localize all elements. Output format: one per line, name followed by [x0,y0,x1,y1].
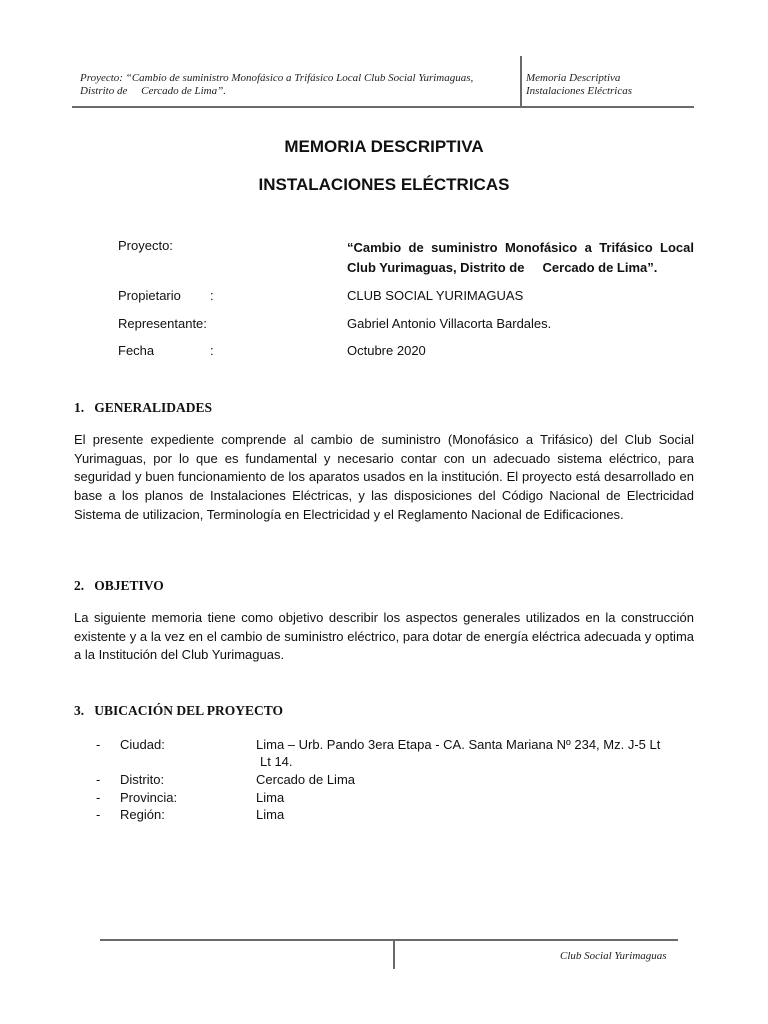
distrito-value: Cercado de Lima [256,772,355,787]
section-2-heading: 2. OBJETIVO [74,578,164,593]
propietario-row [118,288,338,303]
footer-text: Club Social Yurimaguas [560,950,667,962]
list-dash: - [96,737,101,752]
fecha-row [118,343,338,358]
location-item-ciudad [96,736,716,770]
region-label: Región: [120,807,165,822]
representante-label: Representante: [118,316,207,331]
propietario-value: CLUB SOCIAL YURIMAGUAS [347,288,524,303]
section-1-heading: 1. GENERALIDADES [74,400,213,415]
provincia-value: Lima [256,790,285,805]
fecha-label: Fecha [118,343,155,358]
proyecto-label: Proyecto: [118,238,173,253]
header-project-text [80,72,518,98]
ciudad-label: Ciudad: [120,737,165,752]
header-doc-type [526,72,686,98]
list-dash: - [96,772,101,787]
page-subtitle: INSTALACIONES ELÉCTRICAS [258,175,510,194]
header-divider-horizontal [72,106,694,108]
proyecto-value-line-1: “Cambio de suministro Monofásico a Trifásico Local [347,240,694,255]
ciudad-value-line-1: Lima – Urb. Pando 3era Etapa - CA. Santa Mariana Nº 234, Mz. J-5 Lt [256,737,661,752]
ciudad-value-line-2: Lt 14. [260,754,293,769]
section-1-paragraph: El presente expediente comprende al cambio de suministro (Monofásico a Trifásico) del Club Social Yurimaguas, por lo que es fundamental y necesario contar con un adecuado sistema eléctrico, para seguridad y buen funcionamiento de los aparatos usados en la institución. El proyecto está desarrollado en base a los planos de Instalaciones Eléctricas, y las disposiciones del Código Nacional de Electricidad Sistema de utilizacion, Terminología en Electricidad y el Reglamento Nacional de Edificaciones. [74,432,694,522]
location-item-region [96,806,716,823]
header-project-line-1: Proyecto: “Cambio de suministro Monofásico a Trifásico Local Club Social Yurimaguas, [80,72,474,84]
proyecto-value-line-2: Club Yurimaguas, Distrito de Cercado de Lima”. [347,260,658,275]
list-dash: - [96,807,101,822]
fecha-colon: : [210,343,214,358]
header-doc-type-line-2: Instalaciones Eléctricas [526,85,633,97]
page-title: MEMORIA DESCRIPTIVA [284,137,484,156]
representante-value: Gabriel Antonio Villacorta Bardales. [347,316,552,331]
location-item-distrito [96,771,716,788]
footer-divider-horizontal [100,939,678,941]
proyecto-value [347,238,694,278]
header-divider-vertical [520,56,522,108]
location-item-provincia [96,789,716,806]
header-doc-type-line-1: Memoria Descriptiva [526,72,621,84]
region-value: Lima [256,807,285,822]
ciudad-value [256,736,726,770]
section-2-paragraph: La siguiente memoria tiene como objetivo describir los aspectos generales utilizados en la construcción existente y a la vez en el cambio de suministro eléctrico, para dotar de energía eléctrica adecuada y optima a la Institución del Club Yurimaguas. [74,610,694,663]
propietario-colon: : [210,288,214,303]
propietario-label: Propietario [118,288,181,303]
list-dash: - [96,790,101,805]
footer-divider-vertical [393,941,395,969]
section-3-heading: 3. UBICACIÓN DEL PROYECTO [74,703,284,718]
header-project-line-2: Distrito de Cercado de Lima”. [80,85,226,97]
provincia-label: Provincia: [120,790,178,805]
distrito-label: Distrito: [120,772,165,787]
fecha-value: Octubre 2020 [347,343,426,358]
